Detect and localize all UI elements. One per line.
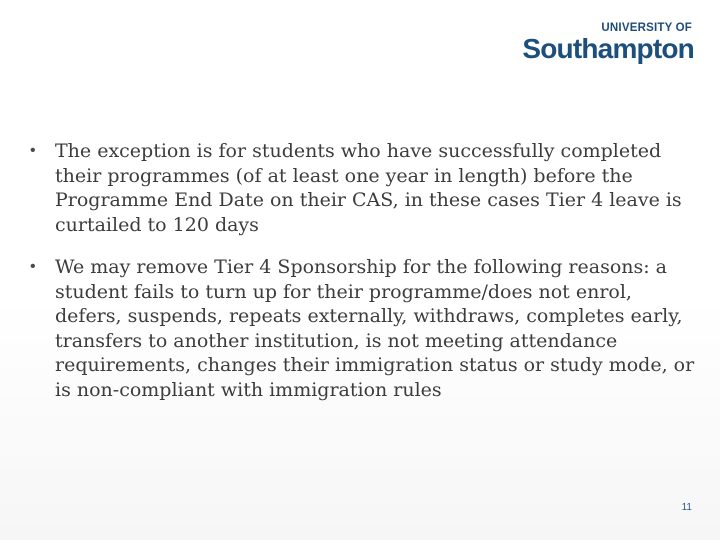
university-logo	[522, 22, 694, 64]
logo-main-text: Southampton	[522, 33, 694, 64]
slide-content	[30, 139, 700, 420]
bullet-dot-icon: •	[30, 258, 36, 275]
bullet-list	[30, 139, 700, 402]
bullet-dot-icon: •	[30, 142, 36, 159]
bullet-item	[30, 139, 700, 237]
logo-top-text: UNIVERSITY OF	[601, 22, 692, 34]
bullet-text: The exception is for students who have successfully completed their programmes (of at least one year in length) before the Programme End Date on their CAS, in these cases Tier 4 leave is curtailed to 120 days	[55, 140, 682, 236]
page-number: 11	[681, 502, 692, 513]
bullet-text: We may remove Tier 4 Sponsorship for the following reasons: a student fails to turn up for their programme/does not enrol, defers, suspends, repeats externally, withdraws, completes early, transfers to another institution, is not meeting attendance requirements, changes their immigration status or study mode, or is non-compliant with immigration rules	[55, 256, 695, 401]
bullet-item	[30, 255, 700, 402]
